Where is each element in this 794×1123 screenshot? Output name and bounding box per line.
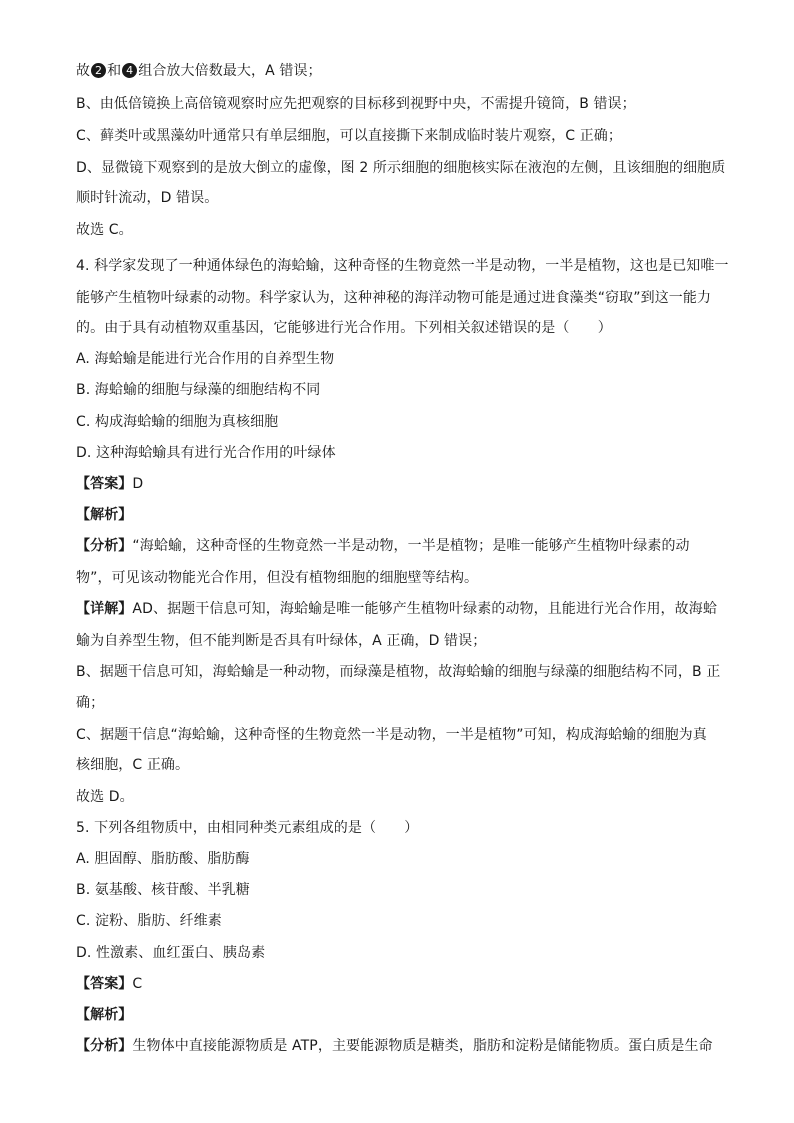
circled-number-4: 4 — [122, 63, 137, 78]
q4-detail-line-5: C、据题干信息“海蛤蝓，这种奇怪的生物竟然一半是动物，一半是植物”可知，构成海蛤蝓的细胞为真 — [76, 727, 707, 743]
text-segment: AD、据题干信息可知，海蛤蝓是唯一能够产生植物叶绿素的动物，且能进行光合作用，故海蛤 — [132, 601, 717, 617]
q4-stem-line-1: 4. 科学家发现了一种通体绿色的海蛤蝓，这种奇怪的生物竟然一半是动物，一半是植物，这也是已知唯一 — [76, 258, 729, 274]
q5-option-a: A. 胆固醇、脂肪酸、脂肪酶 — [76, 851, 250, 867]
q4-analysis-heading — [76, 506, 726, 524]
fenxi-tag: 【分析】 — [76, 1038, 133, 1054]
circled-number-2: 2 — [91, 63, 106, 78]
q4-option-d: D. 这种海蛤蝓具有进行光合作用的叶绿体 — [76, 445, 336, 461]
analysis-tag: 【解析】 — [76, 507, 133, 523]
q5-option-b: B. 氨基酸、核苷酸、半乳糖 — [76, 882, 250, 898]
text-segment: 故 — [76, 63, 91, 79]
q4-detail-line-3: B、据题干信息可知，海蛤蝓是一种动物，而绿藻是植物，故海蛤蝓的细胞与绿藻的细胞结构不同，B 正 — [76, 664, 721, 680]
text-segment: 和 — [107, 63, 122, 79]
text-segment: 生物体中直接能源物质是 ATP，主要能源物质是糖类，脂肪和淀粉是储能物质。蛋白质是生命 — [132, 1038, 713, 1054]
prev-option-b: B、由低倍镜换上高倍镜观察时应先把观察的目标移到视野中央，不需提升镜筒，B 错误； — [76, 96, 636, 112]
analysis-tag: 【解析】 — [76, 1007, 133, 1023]
q4-detail-line-2: 蝓为自养型生物，但不能判断是否具有叶绿体，A 正确，D 错误； — [76, 633, 487, 649]
q4-fenxi-line-2: 物”，可见该动物能光合作用，但没有植物细胞的细胞壁等结构。 — [76, 570, 479, 586]
prev-conclusion: 故选 C。 — [76, 222, 133, 238]
q5-fenxi-line-1 — [76, 1037, 726, 1055]
prev-option-d-line-2: 顺时针流动，D 错误。 — [76, 190, 219, 206]
text-segment: “海蛤蝓，这种奇怪的生物竟然一半是动物，一半是植物；是唯一能够产生植物叶绿素的动 — [132, 538, 690, 554]
prev-option-d-line-1: D、显微镜下观察到的是放大倒立的虚像，图 2 所示细胞的细胞核实际在液泡的左侧，且该细胞的细胞质 — [76, 160, 726, 176]
q5-answer — [76, 975, 726, 993]
q4-option-b: B. 海蛤蝓的细胞与绿藻的细胞结构不同 — [76, 382, 321, 398]
prev-option-c: C、藓类叶或黑藻幼叶通常只有单层细胞，可以直接撕下来制成临时装片观察，C 正确； — [76, 128, 622, 144]
q4-stem-line-2: 能够产生植物叶绿素的动物。科学家认为，这种神秘的海洋动物可能是通过进食藻类“窃取”到这一能力 — [76, 290, 712, 306]
answer-value: C — [132, 976, 143, 992]
q4-option-c: C. 构成海蛤蝓的细胞为真核细胞 — [76, 414, 279, 430]
text-segment: 组合放大倍数最大，A 错误； — [138, 63, 322, 79]
q5-stem: 5. 下列各组物质中，由相同种类元素组成的是（ ） — [76, 820, 419, 836]
q4-answer — [76, 475, 726, 493]
q4-detail-line-4: 确； — [76, 695, 105, 711]
prev-option-a-line — [76, 62, 726, 80]
q4-option-a: A. 海蛤蝓是能进行光合作用的自养型生物 — [76, 351, 335, 367]
q5-option-d: D. 性激素、血红蛋白、胰岛素 — [76, 945, 266, 961]
q5-option-c: C. 淀粉、脂肪、纤维素 — [76, 913, 222, 929]
q4-conclusion: 故选 D。 — [76, 789, 134, 805]
answer-tag: 【答案】 — [76, 476, 133, 492]
answer-value: D — [132, 476, 144, 492]
q4-stem-line-3: 的。由于具有动植物双重基因，它能够进行光合作用。下列相关叙述错误的是（ ） — [76, 320, 612, 336]
q5-analysis-heading — [76, 1006, 726, 1024]
q4-fenxi-line-1 — [76, 537, 726, 555]
q4-detail-line-1 — [76, 600, 726, 618]
fenxi-tag: 【分析】 — [76, 538, 133, 554]
answer-tag: 【答案】 — [76, 976, 133, 992]
detail-tag: 【详解】 — [76, 601, 133, 617]
q4-detail-line-6: 核细胞，C 正确。 — [76, 757, 190, 773]
